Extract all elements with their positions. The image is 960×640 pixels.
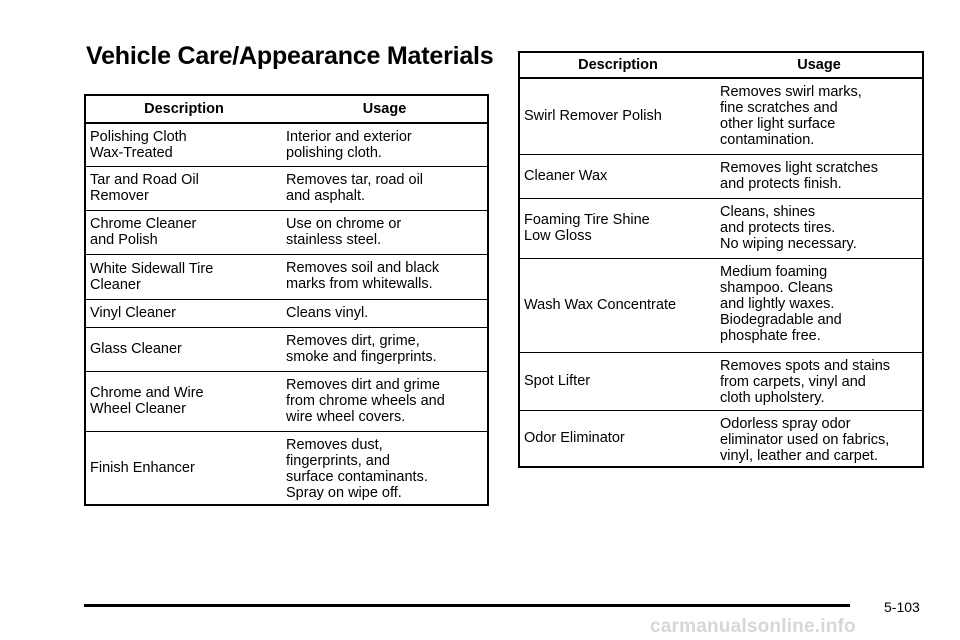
table-row [519, 78, 923, 154]
table-row [85, 327, 488, 371]
watermark: carmanualsonline.info [650, 616, 856, 637]
description-cell: Finish Enhancer [85, 431, 282, 505]
description-cell: Tar and Road Oil Remover [85, 166, 282, 210]
column-header-usage: Usage [716, 52, 923, 78]
table-row [519, 352, 923, 410]
table-row [85, 299, 488, 327]
description-cell: Odor Eliminator [519, 410, 716, 467]
column-header-usage: Usage [282, 95, 488, 123]
page-number: 5-103 [884, 599, 920, 615]
column-header-description: Description [519, 52, 716, 78]
usage-cell: Removes dirt and grime from chrome wheels and wire wheel covers. [282, 371, 488, 431]
table-row [85, 371, 488, 431]
usage-cell: Use on chrome or stainless steel. [282, 210, 488, 254]
description-cell: Polishing Cloth Wax-Treated [85, 123, 282, 166]
description-cell: Foaming Tire Shine Low Gloss [519, 198, 716, 258]
page-title: Vehicle Care/Appearance Materials [86, 42, 494, 70]
table-row [519, 258, 923, 352]
care-materials-table-left [84, 94, 489, 506]
usage-cell: Cleans, shines and protects tires. No wiping necessary. [716, 198, 923, 258]
usage-cell: Removes dirt, grime, smoke and fingerprints. [282, 327, 488, 371]
column-header-description: Description [85, 95, 282, 123]
description-cell: Spot Lifter [519, 352, 716, 410]
usage-cell: Removes light scratches and protects finish. [716, 154, 923, 198]
usage-cell: Interior and exterior polishing cloth. [282, 123, 488, 166]
description-cell: White Sidewall Tire Cleaner [85, 254, 282, 299]
description-cell: Wash Wax Concentrate [519, 258, 716, 352]
usage-cell: Removes swirl marks, fine scratches and other light surface contamination. [716, 78, 923, 154]
usage-cell: Removes dust, fingerprints, and surface contaminants. Spray on wipe off. [282, 431, 488, 505]
usage-cell: Medium foaming shampoo. Cleans and lightly waxes. Biodegradable and phosphate free. [716, 258, 923, 352]
table-row [519, 410, 923, 467]
table-row [519, 154, 923, 198]
description-cell: Cleaner Wax [519, 154, 716, 198]
description-cell: Vinyl Cleaner [85, 299, 282, 327]
table-header-row [519, 52, 923, 78]
usage-cell: Removes spots and stains from carpets, vinyl and cloth upholstery. [716, 352, 923, 410]
description-cell: Chrome Cleaner and Polish [85, 210, 282, 254]
care-materials-table-right [518, 51, 924, 468]
description-cell: Swirl Remover Polish [519, 78, 716, 154]
table-row [519, 198, 923, 258]
table-row [85, 210, 488, 254]
usage-cell: Odorless spray odor eliminator used on fabrics, vinyl, leather and carpet. [716, 410, 923, 467]
table-row [85, 166, 488, 210]
description-cell: Glass Cleaner [85, 327, 282, 371]
footer-rule [84, 604, 850, 607]
table-row [85, 123, 488, 166]
usage-cell: Removes tar, road oil and asphalt. [282, 166, 488, 210]
usage-cell: Cleans vinyl. [282, 299, 488, 327]
table-row [85, 254, 488, 299]
table-header-row [85, 95, 488, 123]
table-row [85, 431, 488, 505]
description-cell: Chrome and Wire Wheel Cleaner [85, 371, 282, 431]
usage-cell: Removes soil and black marks from whitewalls. [282, 254, 488, 299]
